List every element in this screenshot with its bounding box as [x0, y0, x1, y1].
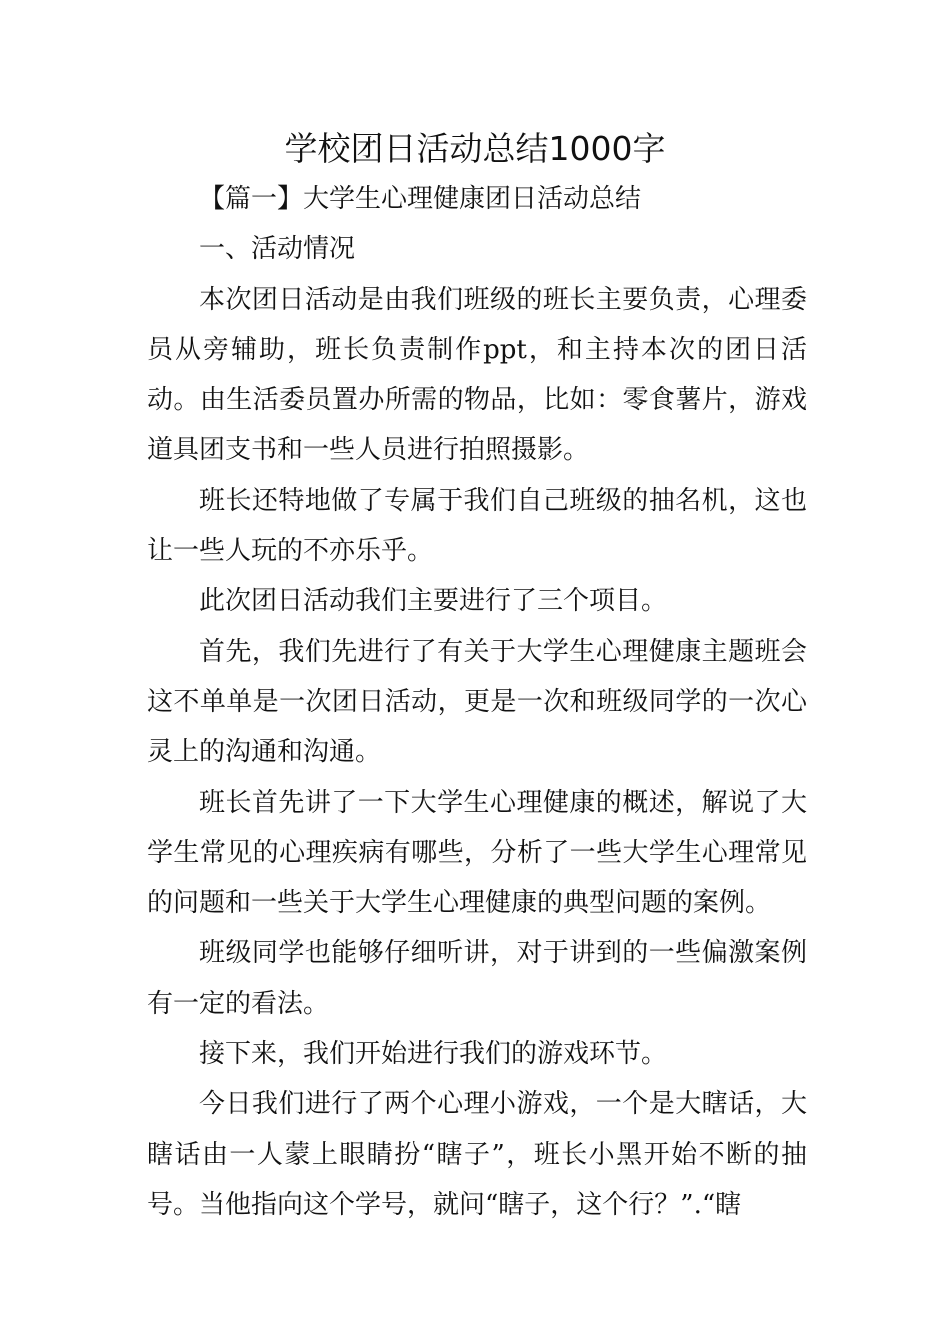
paragraph: 首先，我们先进行了有关于大学生心理健康主题班会这不单单是一次团日活动，更是一次和班级同学的一次心灵上的沟通和沟通。	[147, 636, 807, 768]
paragraph: 班长还特地做了专属于我们自己班级的抽名机，这也让一些人玩的不亦乐乎。	[147, 485, 807, 567]
paragraph: 本次团日活动是由我们班级的班长主要负责，心理委员从旁辅助，班长负责制作ppt，和主持本次的团日活动。由生活委员置办所需的物品，比如：零食薯片，游戏道具团支书和一些人员进行拍照摄影。	[147, 284, 807, 466]
document-body	[147, 174, 807, 1230]
section-heading: 【篇一】大学生心理健康团日活动总结	[199, 184, 642, 214]
paragraph: 今日我们进行了两个心理小游戏，一个是大瞎话，大瞎话由一人蒙上眼睛扮“瞎子”，班长小黑开始不断的抽号。当他指向这个学号，就问“瞎子，这个行？”.“瞎	[147, 1089, 807, 1220]
document-title: 学校团日活动总结1000字	[284, 129, 666, 168]
paragraph: 此次团日活动我们主要进行了三个项目。	[199, 586, 668, 617]
paragraph: 班长首先讲了一下大学生心理健康的概述，解说了大学生常见的心理疾病有哪些，分析了一些大学生心理常见的问题和一些关于大学生心理健康的典型问题的案例。	[147, 787, 807, 919]
paragraph: 接下来，我们开始进行我们的游戏环节。	[199, 1039, 668, 1070]
subsection-heading: 一、活动情况	[199, 234, 356, 265]
paragraph: 班级同学也能够仔细听讲，对于讲到的一些偏激案例有一定的看法。	[147, 938, 807, 1019]
